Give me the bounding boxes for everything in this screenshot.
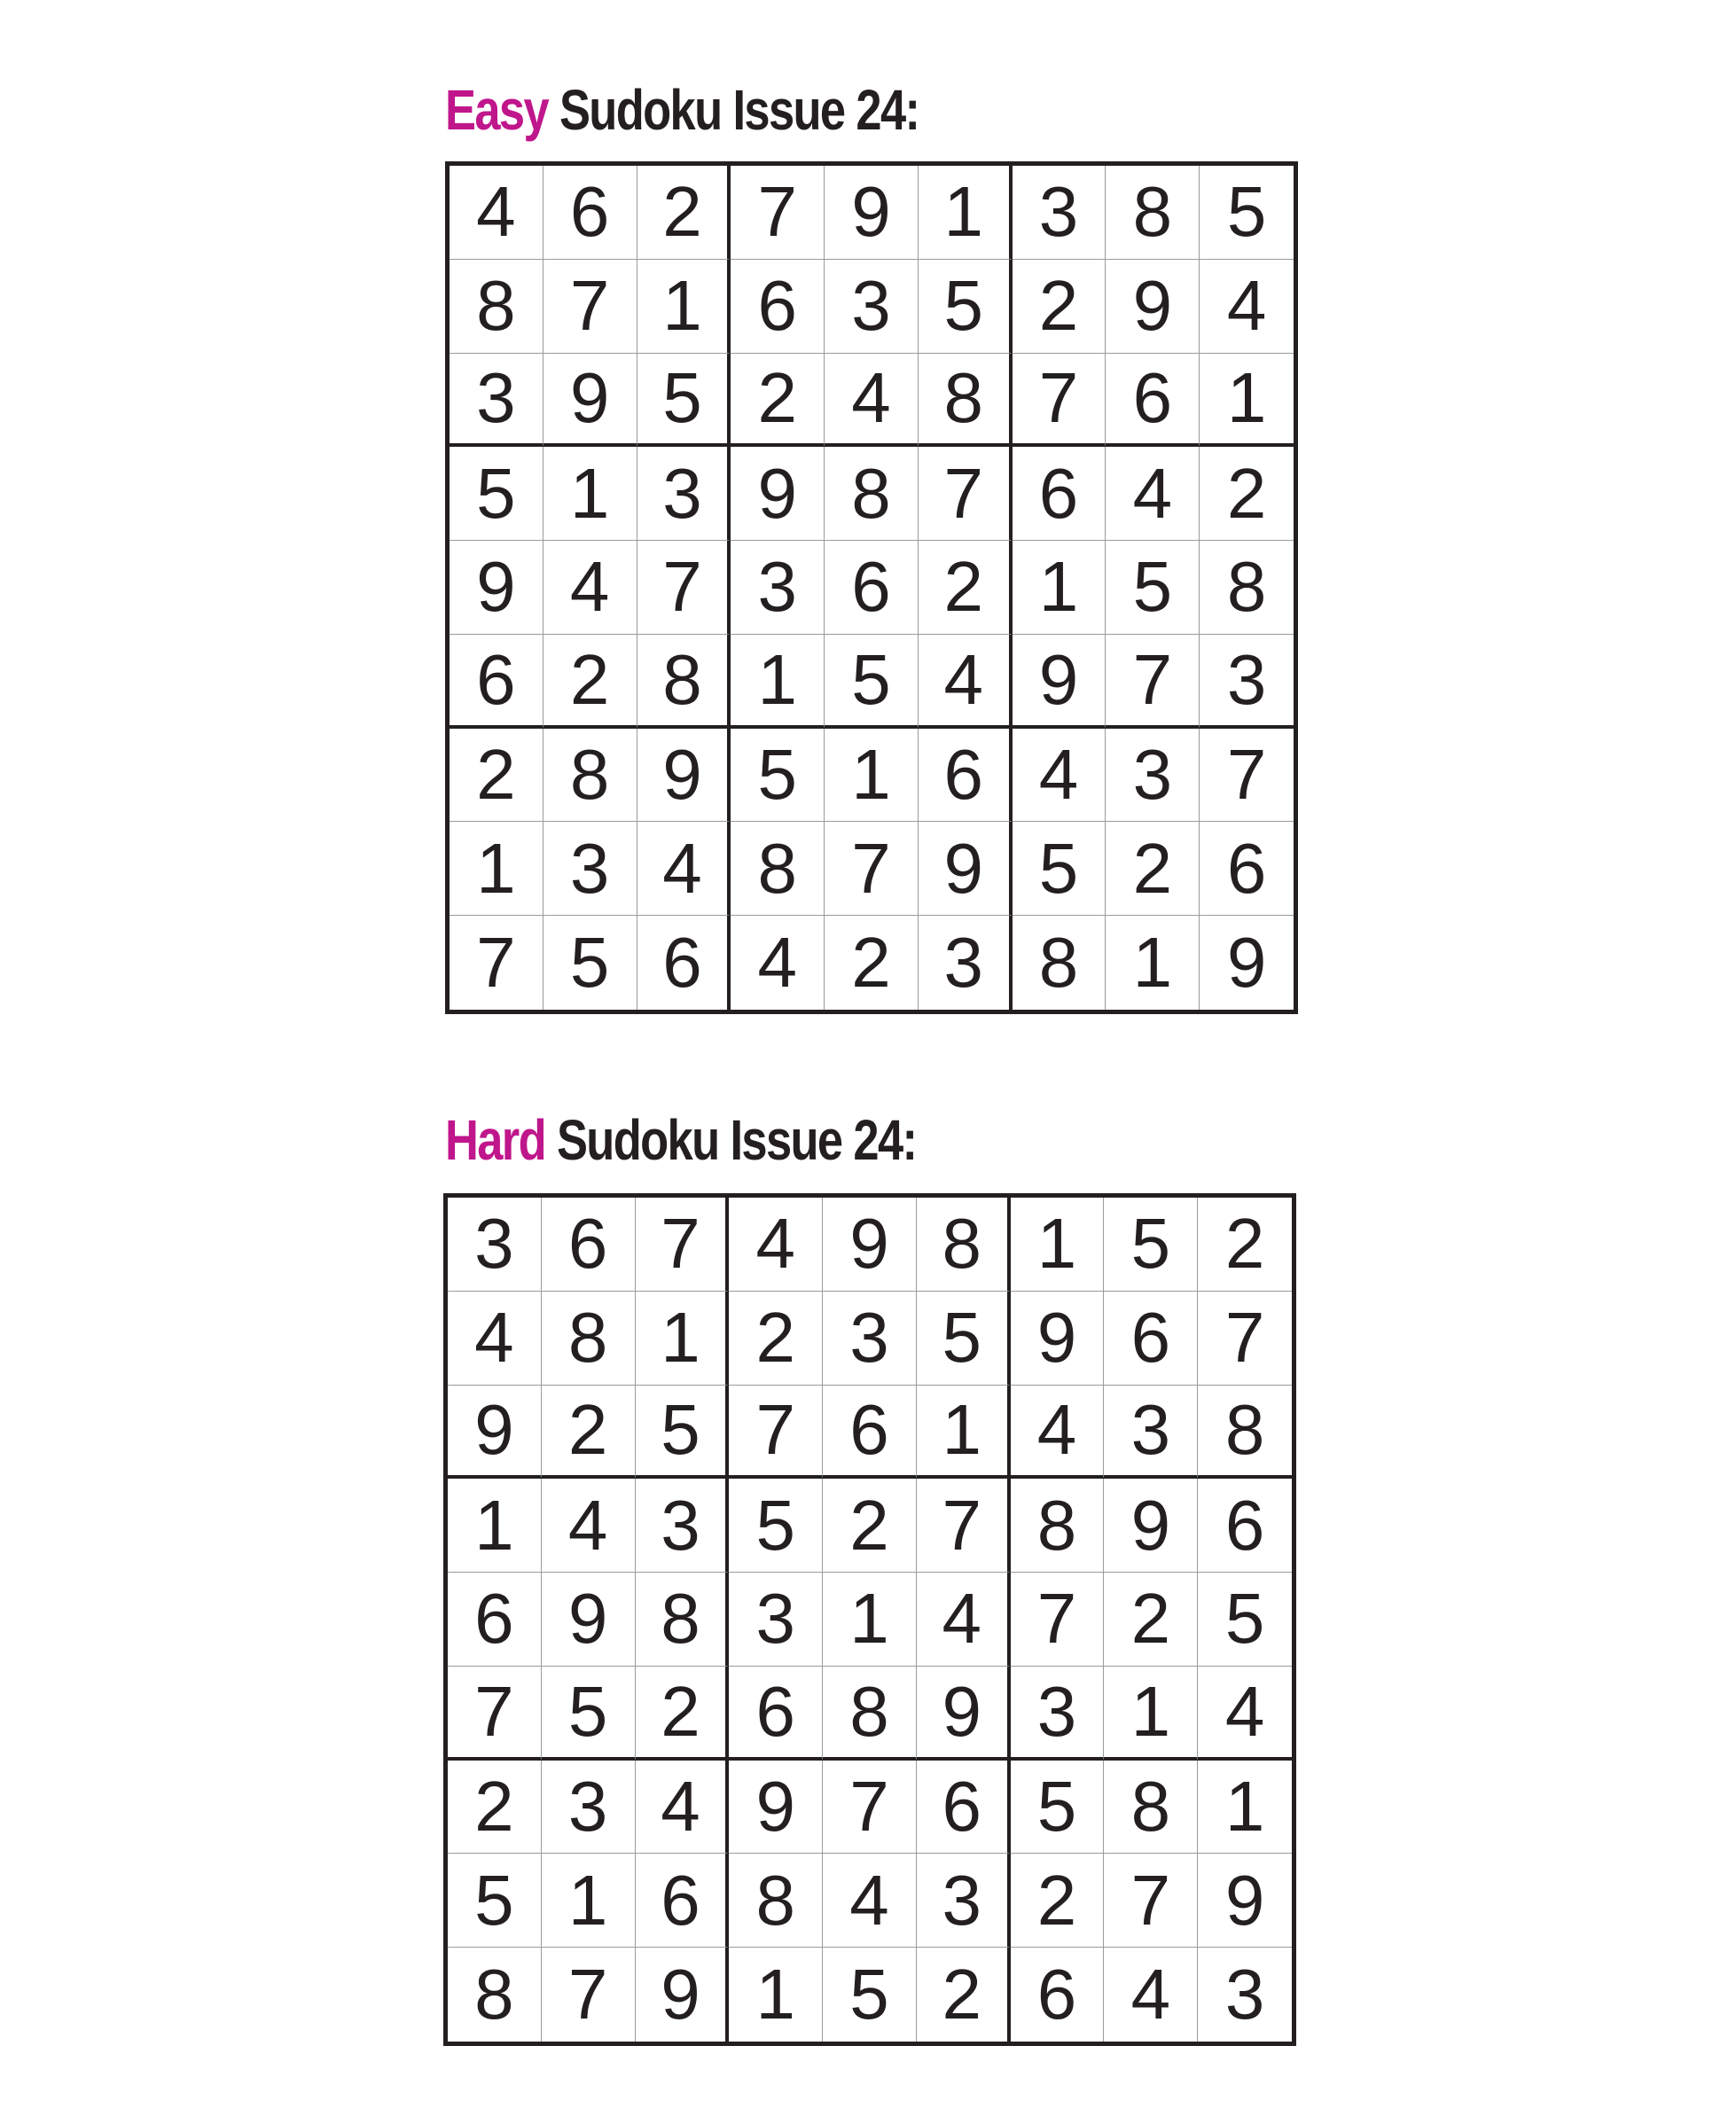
hard-cell-r7-c9: 1 xyxy=(1198,1761,1292,1855)
easy-cell-r8-c5: 7 xyxy=(825,822,919,916)
easy-cell-r5-c4: 3 xyxy=(731,541,825,635)
hard-puzzle-title xyxy=(445,1108,917,1172)
easy-cell-r7-c9: 7 xyxy=(1200,729,1294,823)
hard-cell-r9-c3: 9 xyxy=(636,1948,730,2042)
hard-cell-r8-c9: 9 xyxy=(1198,1854,1292,1948)
hard-cell-r2-c9: 7 xyxy=(1198,1292,1292,1386)
hard-cell-r8-c2: 1 xyxy=(542,1854,636,1948)
hard-cell-r2-c8: 6 xyxy=(1104,1292,1198,1386)
easy-cell-r9-c1: 7 xyxy=(450,916,543,1010)
easy-cell-r5-c9: 8 xyxy=(1200,541,1294,635)
hard-cell-r3-c8: 3 xyxy=(1104,1386,1198,1480)
easy-cell-r2-c7: 2 xyxy=(1013,260,1107,354)
hard-cell-r5-c6: 4 xyxy=(917,1573,1011,1667)
easy-cell-r9-c2: 5 xyxy=(543,916,637,1010)
hard-cell-r2-c5: 3 xyxy=(823,1292,917,1386)
easy-cell-r5-c7: 1 xyxy=(1013,541,1107,635)
easy-cell-r4-c2: 1 xyxy=(543,447,637,541)
easy-cell-r3-c9: 1 xyxy=(1200,354,1294,448)
easy-cell-r7-c3: 9 xyxy=(637,729,731,823)
easy-cell-r8-c7: 5 xyxy=(1013,822,1107,916)
easy-cell-r3-c8: 6 xyxy=(1106,354,1200,448)
hard-cell-r2-c2: 8 xyxy=(542,1292,636,1386)
hard-cell-r5-c1: 6 xyxy=(448,1573,542,1667)
easy-cell-r5-c1: 9 xyxy=(450,541,543,635)
easy-cell-r3-c1: 3 xyxy=(450,354,543,448)
easy-cell-r8-c9: 6 xyxy=(1200,822,1294,916)
hard-cell-r5-c7: 7 xyxy=(1011,1573,1105,1667)
hard-cell-r7-c4: 9 xyxy=(729,1761,823,1855)
easy-cell-r2-c8: 9 xyxy=(1106,260,1200,354)
easy-cell-r9-c8: 1 xyxy=(1106,916,1200,1010)
hard-cell-r3-c2: 2 xyxy=(542,1386,636,1480)
hard-cell-r6-c8: 1 xyxy=(1104,1667,1198,1761)
easy-cell-r3-c3: 5 xyxy=(637,354,731,448)
hard-cell-r9-c7: 6 xyxy=(1011,1948,1105,2042)
hard-cell-r1-c9: 2 xyxy=(1198,1198,1292,1292)
hard-cell-r7-c2: 3 xyxy=(542,1761,636,1855)
hard-cell-r6-c1: 7 xyxy=(448,1667,542,1761)
easy-cell-r2-c3: 1 xyxy=(637,260,731,354)
hard-cell-r6-c5: 8 xyxy=(823,1667,917,1761)
easy-cell-r1-c6: 1 xyxy=(919,166,1013,260)
hard-cell-r9-c6: 2 xyxy=(917,1948,1011,2042)
easy-level-label: Easy xyxy=(445,78,549,142)
hard-cell-r6-c4: 6 xyxy=(729,1667,823,1761)
hard-cell-r4-c2: 4 xyxy=(542,1479,636,1573)
easy-cell-r5-c5: 6 xyxy=(825,541,919,635)
hard-level-label: Hard xyxy=(445,1108,546,1172)
easy-cell-r7-c8: 3 xyxy=(1106,729,1200,823)
easy-cell-r8-c2: 3 xyxy=(543,822,637,916)
hard-cell-r6-c3: 2 xyxy=(636,1667,730,1761)
easy-cell-r2-c2: 7 xyxy=(543,260,637,354)
easy-cell-r6-c7: 9 xyxy=(1013,635,1107,729)
easy-cell-r6-c5: 5 xyxy=(825,635,919,729)
hard-cell-r6-c9: 4 xyxy=(1198,1667,1292,1761)
hard-sudoku-grid xyxy=(443,1193,1296,2046)
easy-cell-r1-c7: 3 xyxy=(1013,166,1107,260)
hard-cell-r3-c5: 6 xyxy=(823,1386,917,1480)
hard-cell-r8-c4: 8 xyxy=(729,1854,823,1948)
easy-cell-r9-c3: 6 xyxy=(637,916,731,1010)
hard-cell-r1-c2: 6 xyxy=(542,1198,636,1292)
hard-cell-r2-c3: 1 xyxy=(636,1292,730,1386)
easy-cell-r4-c3: 3 xyxy=(637,447,731,541)
hard-cell-r3-c9: 8 xyxy=(1198,1386,1292,1480)
easy-cell-r5-c6: 2 xyxy=(919,541,1013,635)
hard-cell-r9-c9: 3 xyxy=(1224,1955,1265,2034)
easy-title-text: Sudoku Issue 24: xyxy=(548,78,919,142)
hard-cell-r8-c6: 3 xyxy=(917,1854,1011,1948)
hard-cell-r1-c7: 1 xyxy=(1011,1198,1105,1292)
hard-cell-r7-c3: 4 xyxy=(636,1761,730,1855)
hard-cell-r5-c3: 8 xyxy=(636,1573,730,1667)
easy-cell-r7-c4: 5 xyxy=(731,729,825,823)
easy-cell-r9-c9: 9 xyxy=(1226,923,1267,1003)
hard-cell-r4-c8: 9 xyxy=(1104,1479,1198,1573)
easy-cell-r9-c5: 2 xyxy=(825,916,919,1010)
easy-cell-r4-c7: 6 xyxy=(1013,447,1107,541)
hard-cell-r9-c4: 1 xyxy=(729,1948,823,2042)
hard-cell-r8-c8: 7 xyxy=(1104,1854,1198,1948)
hard-cell-r2-c4: 2 xyxy=(729,1292,823,1386)
easy-cell-r5-c8: 5 xyxy=(1106,541,1200,635)
hard-cell-r9-c2: 7 xyxy=(542,1948,636,2042)
easy-cell-r3-c4: 2 xyxy=(731,354,825,448)
hard-cell-r2-c6: 5 xyxy=(917,1292,1011,1386)
easy-cell-r4-c4: 9 xyxy=(731,447,825,541)
easy-cell-r2-c4: 6 xyxy=(731,260,825,354)
hard-cell-r8-c7: 2 xyxy=(1011,1854,1105,1948)
easy-cell-r1-c9: 5 xyxy=(1200,166,1294,260)
easy-cell-r1-c5: 9 xyxy=(825,166,919,260)
hard-cell-r9-c5: 5 xyxy=(823,1948,917,2042)
hard-cell-r3-c6: 1 xyxy=(917,1386,1011,1480)
easy-cell-r4-c6: 7 xyxy=(919,447,1013,541)
hard-cell-r4-c3: 3 xyxy=(636,1479,730,1573)
hard-cell-r4-c9: 6 xyxy=(1198,1479,1292,1573)
easy-cell-r9-c7: 8 xyxy=(1013,916,1107,1010)
hard-cell-r7-c6: 6 xyxy=(917,1761,1011,1855)
hard-cell-r3-c3: 5 xyxy=(636,1386,730,1480)
easy-cell-r1-c1: 4 xyxy=(450,166,543,260)
easy-cell-r6-c4: 1 xyxy=(731,635,825,729)
hard-cell-r8-c3: 6 xyxy=(636,1854,730,1948)
easy-cell-r8-c3: 4 xyxy=(637,822,731,916)
hard-cell-r1-c5: 9 xyxy=(823,1198,917,1292)
hard-cell-r7-c5: 7 xyxy=(823,1761,917,1855)
hard-cell-r7-c8: 8 xyxy=(1104,1761,1198,1855)
easy-cell-r8-c8: 2 xyxy=(1106,822,1200,916)
hard-cell-r2-c1: 4 xyxy=(448,1292,542,1386)
hard-cell-r4-c5: 2 xyxy=(823,1479,917,1573)
easy-cell-r9-c4: 4 xyxy=(731,916,825,1010)
easy-cell-r6-c2: 2 xyxy=(543,635,637,729)
hard-cell-r1-c4: 4 xyxy=(729,1198,823,1292)
hard-cell-r5-c5: 1 xyxy=(823,1573,917,1667)
easy-cell-r3-c6: 8 xyxy=(919,354,1013,448)
hard-cell-r1-c6: 8 xyxy=(917,1198,1011,1292)
hard-cell-r2-c7: 9 xyxy=(1011,1292,1105,1386)
easy-cell-r1-c4: 7 xyxy=(731,166,825,260)
hard-cell-r5-c9: 5 xyxy=(1198,1573,1292,1667)
easy-cell-r5-c3: 7 xyxy=(637,541,731,635)
hard-cell-r7-c1: 2 xyxy=(448,1761,542,1855)
hard-cell-r6-c2: 5 xyxy=(542,1667,636,1761)
easy-cell-r7-c2: 8 xyxy=(543,729,637,823)
easy-cell-r3-c2: 9 xyxy=(543,354,637,448)
easy-cell-r3-c5: 4 xyxy=(825,354,919,448)
easy-cell-r8-c1: 1 xyxy=(450,822,543,916)
hard-cell-r5-c4: 3 xyxy=(729,1573,823,1667)
hard-cell-r4-c6: 7 xyxy=(917,1479,1011,1573)
easy-cell-r8-c4: 8 xyxy=(731,822,825,916)
easy-cell-r9-c6: 3 xyxy=(919,916,1013,1010)
easy-cell-r2-c9: 4 xyxy=(1200,260,1294,354)
hard-cell-r6-c6: 9 xyxy=(917,1667,1011,1761)
hard-cell-r3-c7: 4 xyxy=(1011,1386,1105,1480)
easy-cell-r4-c8: 4 xyxy=(1106,447,1200,541)
easy-cell-r6-c1: 6 xyxy=(450,635,543,729)
easy-cell-r7-c7: 4 xyxy=(1013,729,1107,823)
hard-cell-r6-c7: 3 xyxy=(1011,1667,1105,1761)
hard-cell-r1-c1: 3 xyxy=(448,1198,542,1292)
easy-cell-r1-c3: 2 xyxy=(637,166,731,260)
easy-cell-r3-c7: 7 xyxy=(1013,354,1107,448)
easy-cell-r2-c6: 5 xyxy=(919,260,1013,354)
easy-cell-r8-c6: 9 xyxy=(919,822,1013,916)
easy-cell-r2-c1: 8 xyxy=(450,260,543,354)
easy-cell-r7-c5: 1 xyxy=(825,729,919,823)
easy-cell-r4-c1: 5 xyxy=(450,447,543,541)
hard-cell-r4-c1: 1 xyxy=(448,1479,542,1573)
easy-cell-r4-c5: 8 xyxy=(825,447,919,541)
hard-cell-r4-c7: 8 xyxy=(1011,1479,1105,1573)
hard-cell-r3-c1: 9 xyxy=(448,1386,542,1480)
easy-cell-r6-c3: 8 xyxy=(637,635,731,729)
easy-cell-r4-c9: 2 xyxy=(1200,447,1294,541)
hard-cell-r9-c8: 4 xyxy=(1104,1948,1198,2042)
easy-cell-r1-c8: 8 xyxy=(1106,166,1200,260)
easy-cell-r5-c2: 4 xyxy=(543,541,637,635)
easy-sudoku-grid xyxy=(445,161,1298,1014)
hard-cell-r5-c8: 2 xyxy=(1104,1573,1198,1667)
easy-cell-r7-c6: 6 xyxy=(919,729,1013,823)
easy-cell-r6-c8: 7 xyxy=(1106,635,1200,729)
hard-cell-r8-c1: 5 xyxy=(448,1854,542,1948)
hard-cell-r7-c7: 5 xyxy=(1011,1761,1105,1855)
easy-puzzle-title xyxy=(445,78,919,142)
hard-cell-r1-c3: 7 xyxy=(636,1198,730,1292)
easy-cell-r2-c5: 3 xyxy=(825,260,919,354)
hard-cell-r3-c4: 7 xyxy=(729,1386,823,1480)
easy-cell-r7-c1: 2 xyxy=(450,729,543,823)
easy-cell-r6-c9: 3 xyxy=(1200,635,1294,729)
easy-cell-r6-c6: 4 xyxy=(919,635,1013,729)
easy-cell-r1-c2: 6 xyxy=(543,166,637,260)
hard-cell-r4-c4: 5 xyxy=(729,1479,823,1573)
hard-title-text: Sudoku Issue 24: xyxy=(545,1108,917,1172)
hard-cell-r8-c5: 4 xyxy=(823,1854,917,1948)
hard-cell-r1-c8: 5 xyxy=(1104,1198,1198,1292)
hard-cell-r9-c1: 8 xyxy=(448,1948,542,2042)
hard-cell-r5-c2: 9 xyxy=(542,1573,636,1667)
